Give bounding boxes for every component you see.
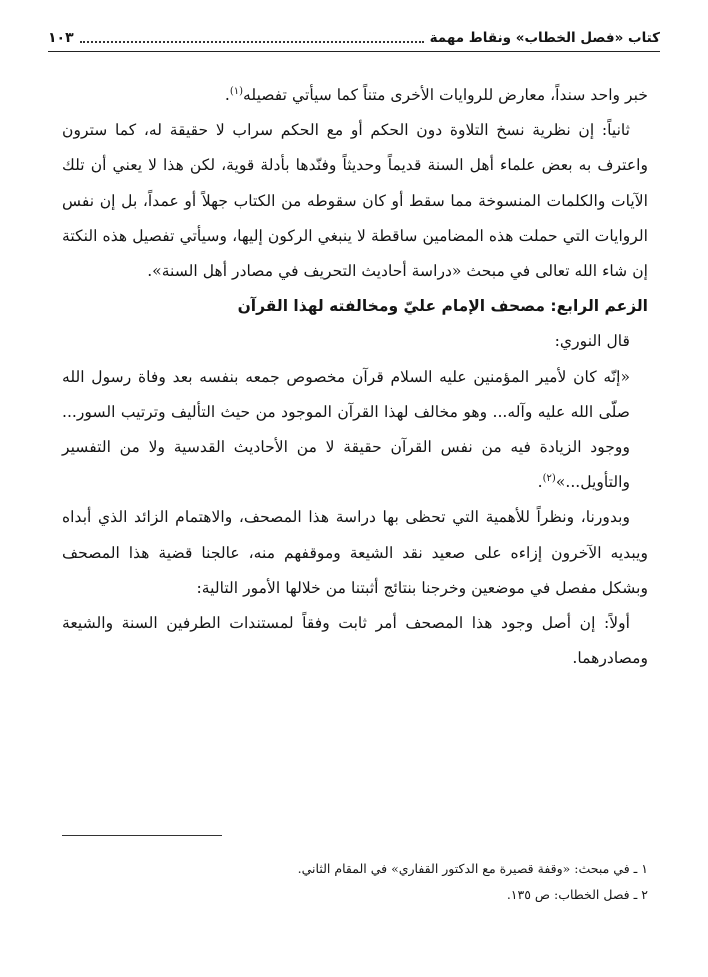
paragraph-continuation: خبر واحد سنداً، معارض للروايات الأخرى متناً كما سيأتي تفصيله$^{(١)}$. [224,85,648,104]
quote-intro: قال النوري: [554,332,630,351]
footnote-ref-2[interactable]: (٢) [542,473,556,485]
footnote-divider [62,835,222,836]
paragraph-second-point: ثانياً: إن نظرية نسخ التلاوة دون الحكم أو مع الحكم سراب لا حقيقة له، كما سترون واعترف به بعض علماء أهل السنة قديماً وحديثاً وفنّدها بأدلة قوية، لكن هذا لا يعني أن تلك الآيات والكلمات المنسوخة مما سقط أو كان سقوطه من الكتاب جهلاً أو عمداً، بل إن نفس الروايات التي حملت هذه المضامين ساقطة لا ينبغي الركون إليها، وسيأتي تفصيل هذه النكتة إن شاء الله تعالى في مبحث «دراسة أحاديث التحريف في مصادر أهل السنة». [62,121,648,281]
body-text [62,78,648,676]
section-heading: الزعم الرابع: مصحف الإمام عليّ ومخالفته لهذا القرآن [237,297,648,316]
footnotes [62,856,648,908]
header-title: كتاب «فصل الخطاب» ونقاط مهمة [429,30,660,46]
footnote-1: ١ ـ في مبحث: «وقفة قصيرة مع الدكتور القفاري» في المقام الثاني. [297,861,648,876]
block-quote: «إنّه كان لأمير المؤمنين عليه السلام قرآن مخصوص جمعه بنفسه بعد وفاة رسول الله صلّى الله عليه وآله... وهو مخالف لهذا القرآن الموجود من حيث التأليف وترتيب السور... ووجود الزيادة فيه من نفس القرآن حقيقة لا من الأحاديث القدسية ولا من التفسير والتأويل...»$^{(٢)}$. [62,367,630,492]
header-dot-leader [80,41,424,43]
paragraph-our-study: وبدورنا، ونظراً للأهمية التي تحظى بها دراسة هذا المصحف، والاهتمام الزائد الذي أبداه ويبديه الآخرون إزاءه على صعيد نقد الشيعة وموقفهم منه، عالجنا قضية هذا المصحف وبشكل مفصل في موضعين وخرجنا بنتائج أثبتنا من خلالها الأمور التالية: [62,508,648,597]
running-header [48,28,660,52]
footnote-2: ٢ ـ فصل الخطاب: ص ١٣٥. [506,887,648,902]
footnote-ref-1[interactable]: (١) [229,85,244,97]
paragraph-first-point: أولاً: إن أصل وجود هذا المصحف أمر ثابت وفقاً لمستندات الطرفين السنة والشيعة ومصادرهما. [62,614,648,668]
page-number: ١٠٣ [48,30,74,46]
